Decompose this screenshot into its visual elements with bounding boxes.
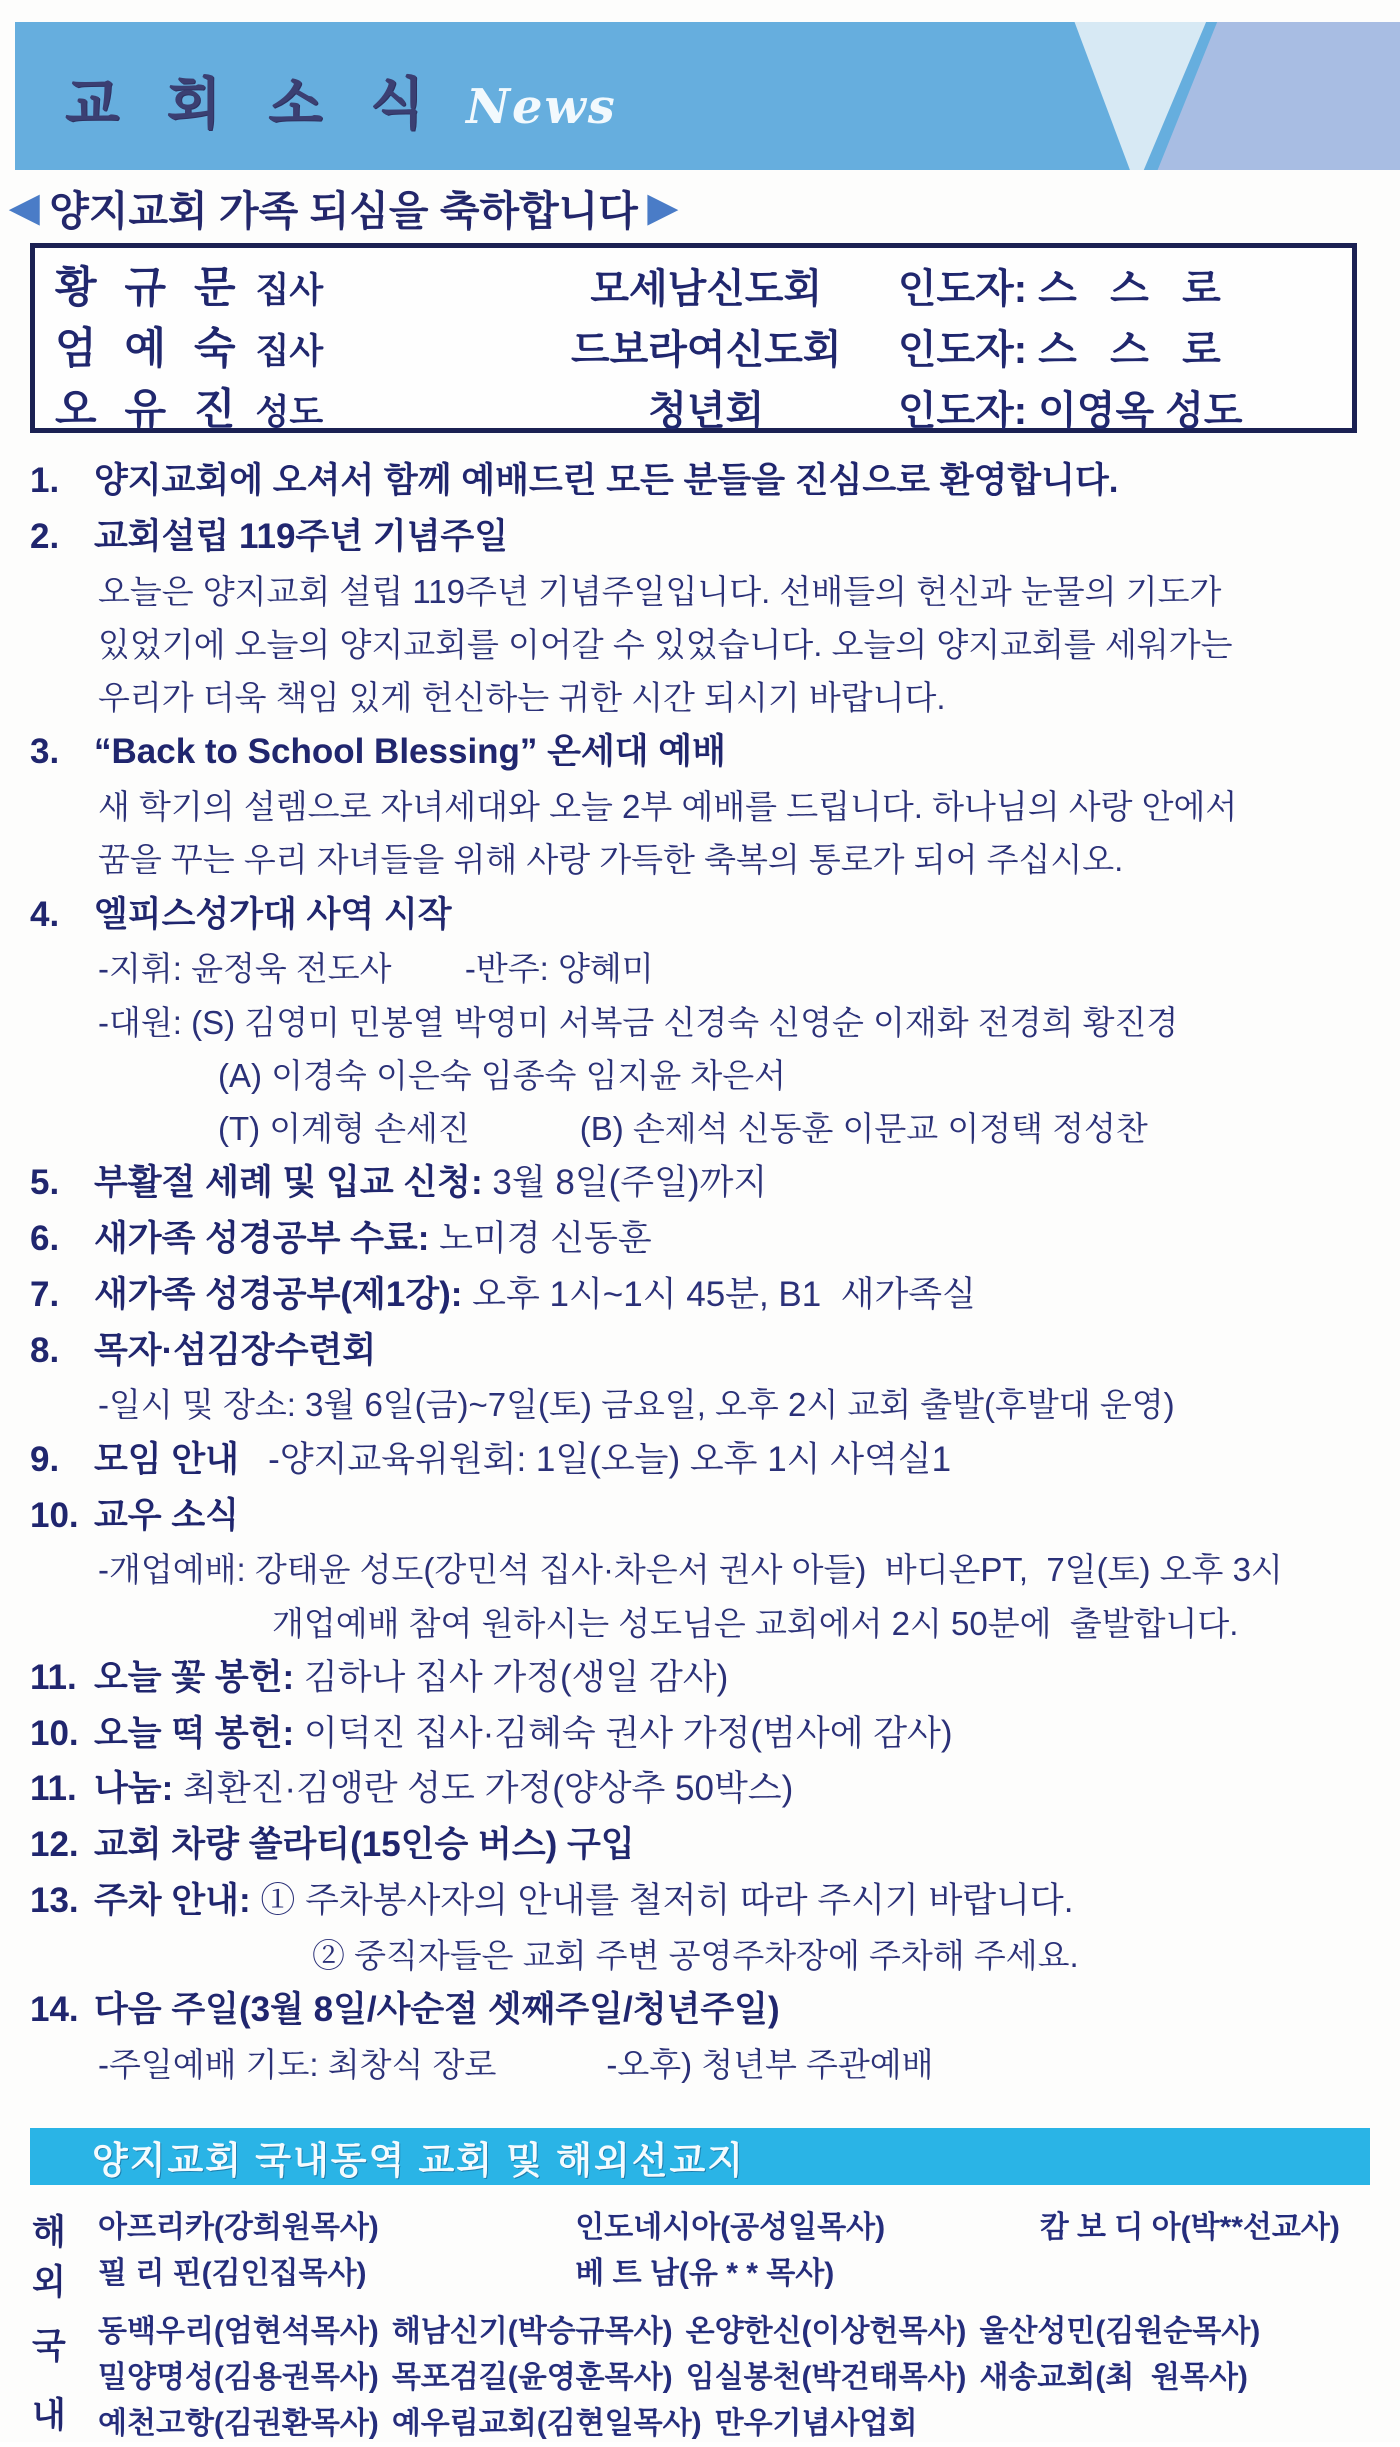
member-name: 엄 예 숙 집사 xyxy=(55,325,324,373)
mission-entry: 새송교회(최 원목사) xyxy=(979,2361,1248,2394)
announcement-item: 10. 오늘 떡 봉헌: 이덕진 집사·김혜숙 권사 가정(범사에 감사) xyxy=(30,1712,1375,1757)
table-row xyxy=(55,376,1332,437)
member-role: 집사 xyxy=(255,271,324,310)
member-group: 모세남신도회 xyxy=(590,267,823,311)
announcement-subline: -지휘: 윤정욱 전도사 -반주: 양혜미 xyxy=(98,950,654,988)
welcome-heading-text: 양지교회 가족 되심을 축하합니다 xyxy=(49,188,638,234)
announcement-item: 7. 새가족 성경공부(제1강): 오후 1시~1시 45분, B1 새가족실 xyxy=(30,1273,1375,1318)
member-role: 집사 xyxy=(255,332,324,371)
mission-entry: 임실봉천(박건태목사) xyxy=(685,2361,967,2394)
mission-entry: 인도네시아(공성일목사) xyxy=(575,2211,886,2244)
mission-row xyxy=(98,2409,1388,2439)
domestic-mission-group xyxy=(32,2309,1388,2447)
item-number: 5. xyxy=(30,1163,60,1203)
announcement-item: 5. 부활절 세례 및 입교 신청: 3월 8일(주일)까지 xyxy=(30,1161,1375,1206)
item-number: 10. xyxy=(30,1713,79,1753)
item-number: 2. xyxy=(30,516,60,556)
mission-entry: 목포검길(윤영훈목사) xyxy=(391,2361,673,2394)
member-leader: 인도자: 스 스 로 xyxy=(897,328,1221,372)
member-name: 오 유 진 성도 xyxy=(55,386,324,434)
table-row xyxy=(55,254,1332,315)
mission-row xyxy=(98,2213,1388,2243)
member-role: 성도 xyxy=(255,393,324,432)
item-number: 14. xyxy=(30,1990,79,2029)
announcement-item: 2. 교회설립 119주년 기념주일 xyxy=(30,515,1375,560)
table-row xyxy=(55,315,1332,376)
announcement-subline: (T) 이계형 손세진 (B) 손제석 신동훈 이문교 이정택 정성찬 xyxy=(218,1110,1148,1148)
welcome-heading xyxy=(10,178,677,237)
announcement-subline: 있었기에 오늘의 양지교회를 이어갈 수 있었습니다. 오늘의 양지교회를 세워가는 xyxy=(98,625,1233,663)
announcement-subline: -대원: (S) 김영미 민봉열 박영미 서복금 신경숙 신영순 이재화 전경희 황진경 xyxy=(98,1003,1179,1041)
page-title-news-script: News xyxy=(466,79,617,135)
announcement-item: 4. 엘피스성가대 사역 시작 xyxy=(30,893,1375,938)
announcement-item: 10. 교우 소식 xyxy=(30,1494,1375,1539)
item-number: 7. xyxy=(30,1274,60,1314)
member-group: 청년회 xyxy=(648,389,765,433)
announcement-subline: -개업예배: 강태윤 성도(강민석 집사·차은서 권사 아들) 바디온PT, 7일(토) 오후 3시 xyxy=(98,1551,1283,1589)
mission-entry: 예천고항(김권환목사) xyxy=(98,2407,379,2440)
item-number: 6. xyxy=(30,1219,60,1259)
item-number: 13. xyxy=(30,1880,79,1920)
mission-entry: 만우기념사업회 xyxy=(714,2407,918,2440)
mission-entry: 캄 보 디 아(박**선교사) xyxy=(1039,2211,1340,2244)
announcement-item: 11. 오늘 꽃 봉헌: 김하나 집사 가정(생일 감사) xyxy=(30,1656,1375,1701)
mission-row xyxy=(98,2363,1388,2393)
left-triangle-icon: ◀ xyxy=(10,187,40,229)
mission-row xyxy=(98,2317,1388,2347)
item-number: 11. xyxy=(30,1657,77,1697)
item-number: 3. xyxy=(30,732,60,772)
mission-entry: 울산성민(김원순목사) xyxy=(979,2315,1261,2348)
announcement-subline: 새 학기의 설렘으로 자녀세대와 오늘 2부 예배를 드립니다. 하나님의 사랑 안에서 xyxy=(98,788,1238,826)
member-group: 드보라여신도회 xyxy=(571,328,842,372)
announcement-subline: 오늘은 양지교회 설립 119주년 기념주일입니다. 선배들의 헌신과 눈물의 기도가 xyxy=(98,572,1222,610)
overseas-label: 해 외 xyxy=(32,2213,66,2302)
item-number: 10. xyxy=(30,1495,79,1535)
mission-list xyxy=(32,2205,1388,2447)
mission-entry: 필 리 핀(김인집목사) xyxy=(98,2257,367,2290)
mission-banner-label: 양지교회 국내동역 교회 및 해외선교지 xyxy=(92,2139,745,2181)
header-banner xyxy=(15,22,1400,170)
mission-entry: 예우림교회(김현일목사) xyxy=(391,2407,702,2440)
announcement-subline: 꿈을 꾸는 우리 자녀들을 위해 사랑 가득한 축복의 통로가 되어 주십시오. xyxy=(98,841,1124,879)
item-number: 8. xyxy=(30,1330,60,1370)
overseas-mission-group xyxy=(32,2205,1388,2305)
mission-entry: 온양한신(이상헌목사) xyxy=(685,2315,967,2348)
right-triangle-icon: ▶ xyxy=(647,187,678,229)
item-number: 1. xyxy=(30,461,60,500)
announcement-item: 11. 나눔: 최환진·김앵란 성도 가정(양상추 50박스) xyxy=(30,1767,1375,1812)
mission-entry: 아프리카(강희원목사) xyxy=(98,2211,379,2244)
page-title: 교 회 소 식 xyxy=(65,72,441,135)
item-number: 9. xyxy=(30,1439,60,1479)
announcement-subline: -주일예배 기도: 최창식 장로 -오후) 청년부 주관예배 xyxy=(98,2045,934,2083)
announcement-item: 3. “Back to School Blessing” 온세대 예배 xyxy=(30,730,1375,775)
announcement-item: 13. 주차 안내: ① 주차봉사자의 안내를 철저히 따라 주시기 바랍니다. xyxy=(30,1879,1375,1924)
item-number: 11. xyxy=(30,1769,77,1809)
announcement-subline: 개업예배 참여 원하시는 성도님은 교회에서 2시 50분에 출발합니다. xyxy=(272,1604,1239,1642)
member-leader: 인도자: 스 스 로 xyxy=(897,267,1221,311)
mission-entry: 밀양명성(김용권목사) xyxy=(98,2361,379,2394)
announcement-subline: -일시 및 장소: 3월 6일(금)~7일(토) 금요일, 오후 2시 교회 출발(후발대 운영) xyxy=(98,1386,1175,1424)
mission-entry: 베 트 남(유 * * 목사) xyxy=(575,2257,835,2290)
announcement-subline: ② 중직자들은 교회 주변 공영주차장에 주차해 주세요. xyxy=(312,1936,1079,1974)
member-name: 황 규 문 집사 xyxy=(55,264,324,312)
item-number: 12. xyxy=(30,1825,79,1865)
announcement-subline: (A) 이경숙 이은숙 임종숙 임지윤 차은서 xyxy=(218,1056,787,1094)
member-leader: 인도자: 이영옥 성도 xyxy=(897,389,1243,433)
item-number: 4. xyxy=(30,894,60,934)
mission-section-banner xyxy=(30,2128,1370,2185)
announcement-subline: 우리가 더욱 책임 있게 헌신하는 귀한 시간 되시기 바랍니다. xyxy=(98,679,946,717)
announcement-item: 12. 교회 차량 쏠라티(15인승 버스) 구입 xyxy=(30,1823,1375,1868)
announcement-item: 9. 모임 안내 -양지교육위원회: 1일(오늘) 오후 1시 사역실1 xyxy=(30,1438,1375,1483)
announcement-item: 6. 새가족 성경공부 수료: 노미경 신동훈 xyxy=(30,1217,1375,1262)
new-family-table xyxy=(30,243,1357,433)
mission-entry: 동백우리(엄현석목사) xyxy=(98,2315,379,2348)
domestic-label: 국 내 xyxy=(32,2326,66,2435)
mission-row xyxy=(98,2259,1388,2289)
announcement-list xyxy=(30,448,1375,2097)
announcement-item: 14. 다음 주일(3월 8일/사순절 셋째주일/청년주일) xyxy=(30,1988,1375,2033)
mission-entry: 해남신기(박승규목사) xyxy=(391,2315,673,2348)
announcement-item: 8. 목자·섬김장수련회 xyxy=(30,1329,1375,1374)
announcement-item: 1. 양지교회에 오셔서 함께 예배드린 모든 분들을 진심으로 환영합니다. xyxy=(30,459,1375,504)
